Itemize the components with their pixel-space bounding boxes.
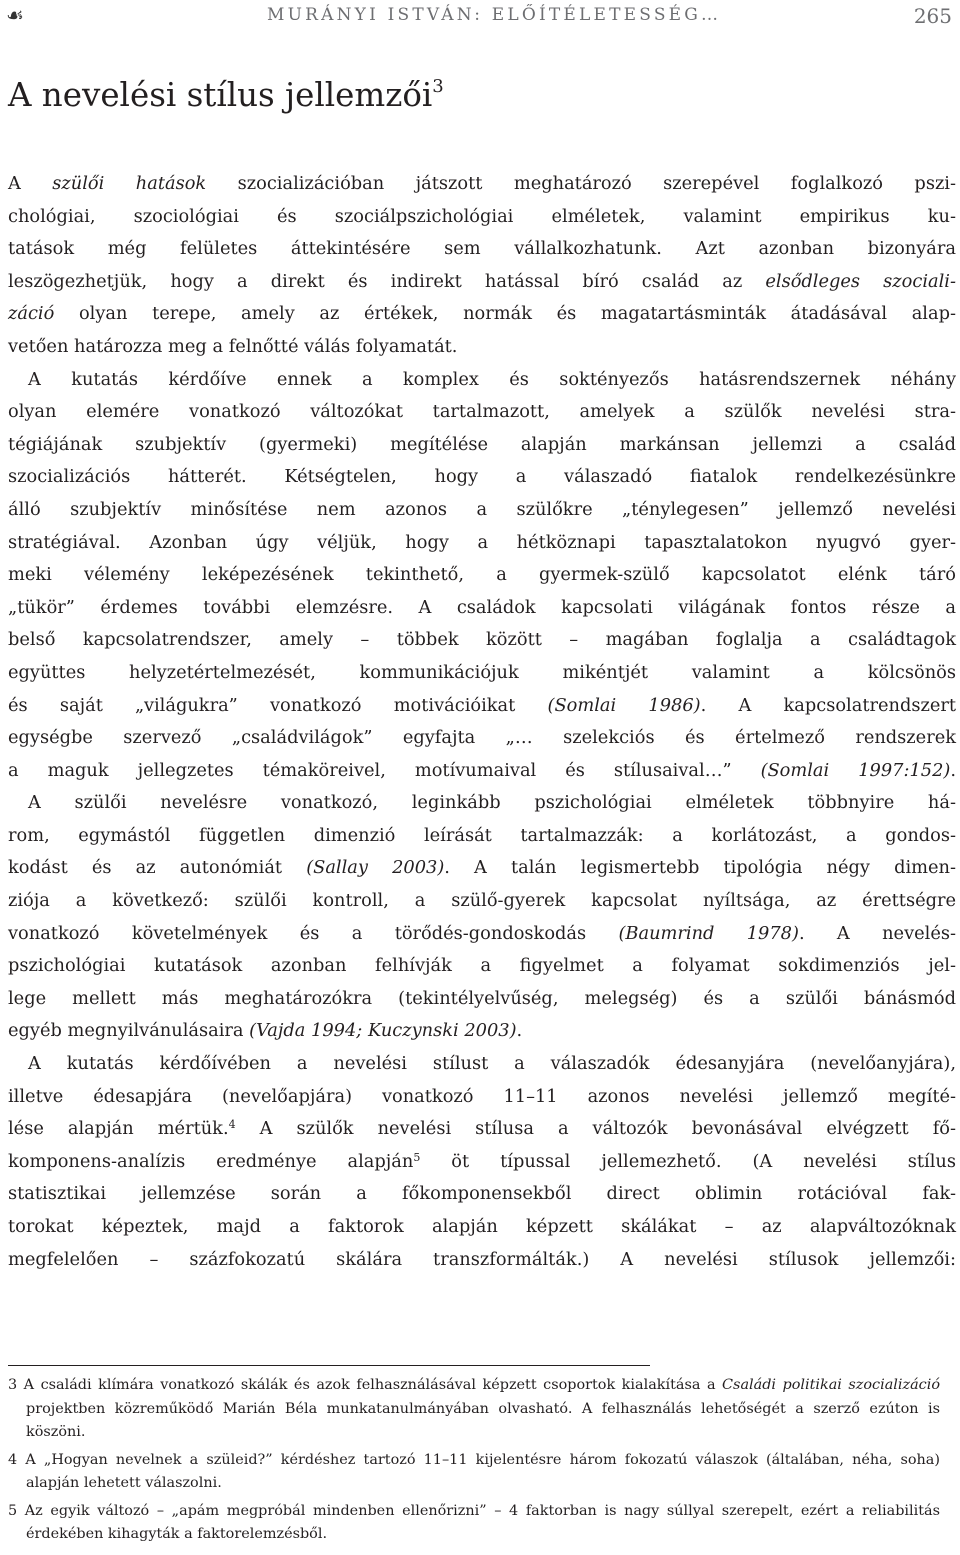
text-line [8, 852, 956, 885]
body-text [8, 168, 956, 1276]
text-line [8, 918, 956, 951]
italic-term: elsődleges szociali- [765, 270, 956, 292]
fleuron-ornament-icon: ☙ [6, 3, 24, 27]
text-fragment: 3 A családi klímára vonatkozó skálák és azok felhasználásával képzett csoportok kialakítása a [8, 1377, 723, 1393]
text-line: vetően határozza meg a felnőtté válás folyamatát. [8, 335, 458, 357]
text-fragment: . [950, 759, 956, 781]
text-line [8, 1146, 956, 1179]
text-line [8, 690, 956, 723]
text-line: meki vélemény leképezésének tekinthető, a gyermek-szülő kapcsolatot elénk táró [8, 564, 956, 586]
text-line: illetve édesapjára (nevelőapjára) vonatkozó 11–11 azonos nevelési jellemző megíté- [8, 1085, 956, 1107]
text-fragment: kodást és az autonómiát [8, 857, 307, 879]
text-line [8, 168, 956, 201]
running-head: MURÁNYI ISTVÁN: ELŐÍTÉLETESSÉG… [267, 5, 722, 25]
text-line: tatások még felületes áttekintésére sem vállalkozhatunk. Azt azonban bizonyára [8, 238, 956, 260]
footnote-5: 5 Az egyik változó – „apám megpróbál mindenben ellenőrizni” – 4 faktorban is nagy súllyal szerepelt, ezért a reliabilitás érdekében kihagyták a faktorelemzésből. [8, 1502, 940, 1542]
text-fragment: leszögezhetjük, hogy a direkt és indirekt hatással bíró család az [8, 270, 766, 292]
footnotes [8, 1374, 940, 1551]
citation: (Baumrind 1978) [618, 922, 799, 944]
text-line: stratégiával. Azonban úgy véljük, hogy a hétköznapi tapasztalatokon nyugvó gyer- [8, 531, 956, 553]
text-line: együttes helyzetértelmezését, kommunikációjuk mikéntjét valamint a kölcsönös [8, 661, 956, 683]
italic-term: Családi politikai szocializáció [722, 1377, 940, 1393]
citation: (Sallay 2003) [306, 857, 445, 879]
text-fragment: vonatkozó követelmények és a törődés-gondoskodás [8, 922, 619, 944]
text-line: A kutatás kérdőívében a nevelési stílust a válaszadók édesanyjára (nevelőanyjára), [28, 1053, 956, 1075]
text-fragment: olyan terepe, amely az értékek, normák és magatartásminták átadásával alap- [54, 303, 956, 325]
footnote-divider [8, 1365, 650, 1366]
text-fragment: lése alapján mértük. [8, 1118, 229, 1140]
citation: (Somlai 1986) [547, 694, 701, 716]
footnote-ref-3: 3 [432, 76, 444, 97]
text-line [8, 298, 956, 331]
text-fragment: és saját „világukra” vonatkozó motivációikat [8, 694, 548, 716]
text-fragment: projektben közreműködő Marián Béla munkatanulmányában olvasható. A felhasználás lehetőségét a szerző ezúton is köszöni. [26, 1400, 940, 1440]
text-line: „tükör” érdemes további elemzésre. A családok kapcsolati világának fontos része a [8, 596, 956, 618]
text-fragment: öt típussal jellemezhető. (A nevelési stílus [420, 1150, 956, 1172]
text-fragment: egyéb megnyilvánulásaira [8, 1020, 250, 1042]
italic-term: záció [8, 303, 55, 325]
text-line: olyan elemére vonatkozó változókat tartalmazott, amelyek a szülők nevelési stra- [8, 401, 956, 423]
text-line [8, 755, 956, 788]
text-fragment: A szülők nevelési stílusa a változók bevonásával elvégzett fő- [235, 1118, 956, 1140]
text-line: chológiai, szociológiai és szociálpszichológiai elméletek, valamint empirikus ku- [8, 205, 956, 227]
page-number: 265 [913, 4, 952, 28]
text-line: lege mellett más meghatározókra (tekintélyelvűség, melegség) és a szülői bánásmód [8, 987, 956, 1009]
footnote-4: 4 A „Hogyan nevelnek a szüleid?” kérdéshez tartozó 11–11 kijelentésre három fokozatú válaszok (általában, néha, soha) alapján lehetett válaszolni. [8, 1451, 940, 1491]
text-line: torokat képeztek, majd a faktorok alapján képzett skálákat – az alapváltozóknak [8, 1216, 956, 1237]
text-fragment: A [8, 173, 53, 194]
text-line [8, 266, 956, 299]
footnote-3 [8, 1374, 940, 1445]
page-header [0, 0, 960, 40]
text-line: A kutatás kérdőíve ennek a komplex és soktényezős hatásrendszernek néhány [28, 368, 956, 390]
text-line: álló szubjektív minősítése nem azonos a szülőkre „ténylegesen” jellemző nevelési [8, 498, 956, 520]
italic-term: szülői hatások [52, 173, 207, 194]
text-line: egységbe szervező „családvilágok” egyfajta „… szelekciós és értelmező rendszerek [8, 727, 956, 749]
footnote-ref-5: 5 [413, 1150, 421, 1164]
citation: (Somlai 1997:152) [760, 759, 951, 781]
text-line: szocializációs hátterét. Kétségtelen, hogy a válaszadó fiatalok rendelkezésünkre [8, 466, 956, 488]
text-line: statisztikai jellemzése során a főkomponensekből direct oblimin rotációval fak- [8, 1183, 956, 1205]
text-fragment: . [516, 1020, 523, 1042]
text-fragment: . A nevelés- [798, 922, 956, 944]
text-fragment: komponens-analízis eredménye alapján [8, 1150, 414, 1172]
text-fragment: . A kapcsolatrendszert [700, 694, 956, 716]
text-fragment: . A talán legismertebb tipológia négy dimen- [444, 857, 956, 879]
text-line [8, 1113, 956, 1146]
text-line [8, 1015, 956, 1048]
text-line: tégiájának szubjektív (gyermeki) megítélése alapján markánsan jellemzi a család [8, 433, 956, 455]
text-fragment: a maguk jellegzetes témaköreivel, motívumaival és stílusaival…” [8, 759, 761, 781]
section-title-text: A nevelési stílus jellemzői [8, 76, 433, 114]
text-line: megfelelően – százfokozatú skálára transzformálták.) A nevelési stílusok jellemzői: [8, 1248, 956, 1270]
text-line: rom, egymástól független dimenzió leírását tartalmazzák: a korlátozást, a gondos- [8, 824, 956, 846]
section-title [8, 76, 444, 115]
text-line: ziója a következő: szülői kontroll, a szülő-gyerek kapcsolat nyíltsága, az érettségre [8, 890, 956, 912]
text-line: pszichológiai kutatások azonban felhívják a figyelmet a folyamat sokdimenziós jel- [8, 955, 956, 977]
text-line: belső kapcsolatrendszer, amely – többek között – magában foglalja a családtagok [8, 629, 956, 651]
text-line: A szülői nevelésre vonatkozó, leginkább pszichológiai elméletek többnyire há- [28, 792, 956, 814]
footnote-ref-4: 4 [228, 1118, 236, 1132]
text-fragment: szocializációban játszott meghatározó szerepével foglalkozó pszi- [206, 173, 957, 194]
citation: (Vajda 1994; Kuczynski 2003) [249, 1020, 517, 1042]
